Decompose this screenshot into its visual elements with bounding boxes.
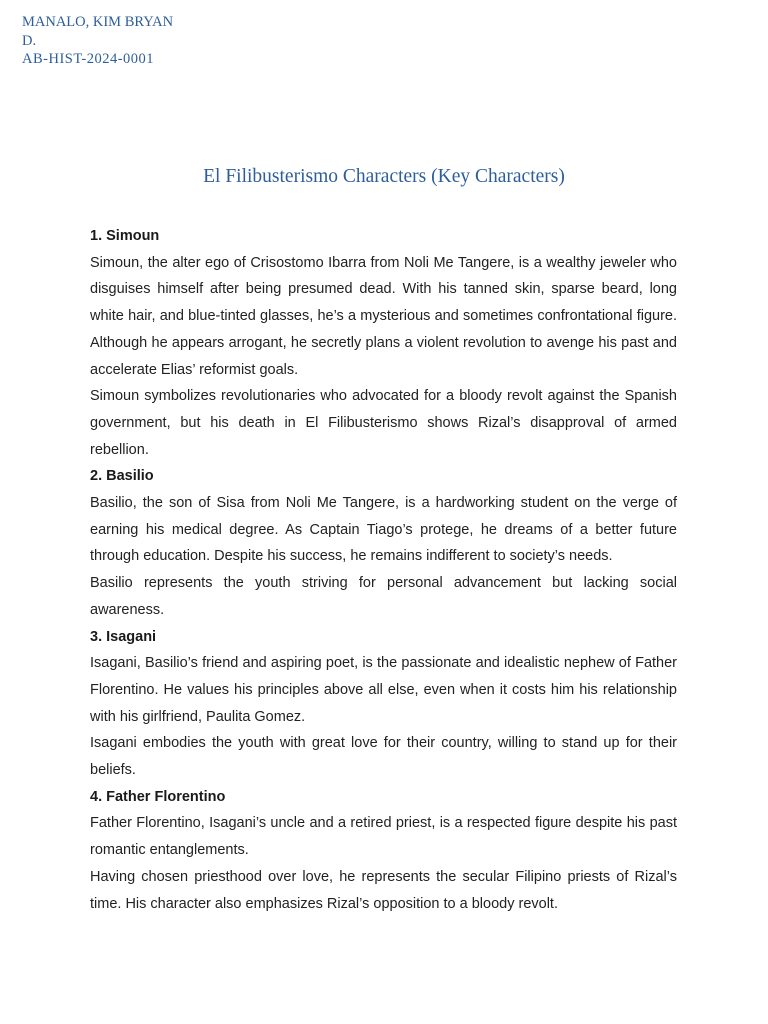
paragraph: Simoun symbolizes revolutionaries who advocated for a bloody revolt against the Spanish government, but his death in El Filibusterismo shows Rizal’s disapproval of armed rebellion. — [90, 388, 677, 458]
document-title: El Filibusterismo Characters (Key Characters) — [203, 166, 565, 187]
section-isagani — [90, 624, 677, 784]
section-simoun — [90, 223, 677, 463]
paragraph: Simoun, the alter ego of Crisostomo Ibarra from Noli Me Tangere, is a wealthy jeweler who disguises himself after being presumed dead. With his tanned skin, sparse beard, long white hair, and blue-tinted glasses, he’s a mysterious and sometimes confrontational figure. Although he appears arrogant, he secretly plans a violent revolution to avenge his past and accelerate Elias’ reformist goals. — [90, 254, 677, 378]
paragraph: Basilio, the son of Sisa from Noli Me Tangere, is a hardworking student on the verge of earning his medical degree. As Captain Tiago’s protege, he dreams of a better future through education. Despite his success, he remains indifferent to society’s needs. — [90, 495, 677, 565]
section-heading: 4. Father Florentino — [90, 788, 226, 805]
section-heading: 1. Simoun — [90, 228, 160, 244]
paragraph: Isagani, Basilio’s friend and aspiring poet, is the passionate and idealistic nephew of Father Florentino. He values his principles above all else, even when it costs him his relationship with his girlfriend, Paulita Gomez. — [90, 655, 677, 725]
paragraph: Basilio represents the youth striving for personal advancement but lacking social awareness. — [90, 575, 677, 618]
paragraph: Isagani embodies the youth with great love for their country, willing to stand up for their beliefs. — [90, 735, 677, 779]
section-heading: 3. Isagani — [90, 628, 157, 645]
author-id-clipped — [22, 50, 192, 67]
paragraph: Having chosen priesthood over love, he represents the secular Filipino priests of Rizal’s time. His character also emphasizes Rizal’s opposition to a bloody revolt. — [90, 868, 677, 912]
section-father-florentino — [90, 784, 677, 918]
document-body — [90, 223, 677, 917]
author-name-line-2: D. — [22, 33, 37, 49]
author-name-line-1: MANALO, KIM BRYAN — [22, 14, 174, 30]
section-heading: 2. Basilio — [90, 468, 154, 485]
section-basilio — [90, 463, 677, 623]
author-header — [22, 13, 192, 67]
author-id-text: AB-HIST-2024-0001 — [22, 51, 155, 67]
paragraph: Father Florentino, Isagani’s uncle and a retired priest, is a respected figure despite his past romantic entanglements. — [90, 815, 677, 859]
